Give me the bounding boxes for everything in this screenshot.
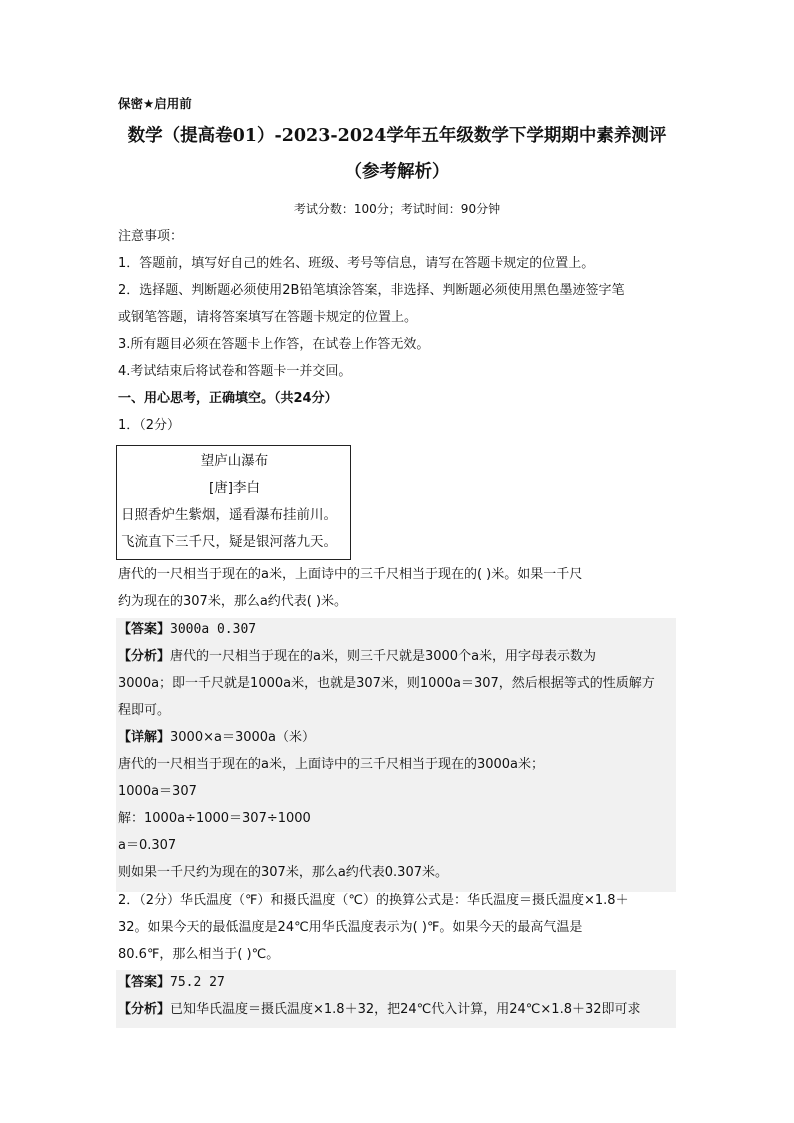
analysis-label: 【分析】: [118, 649, 171, 664]
notes-heading: 注意事项：: [118, 229, 184, 244]
secret-label: 保密★启用前: [118, 96, 192, 111]
question-stem: 2．（2分）华氏温度（℉）和摄氏温度（℃）的换算公式是：华氏温度＝摄氏温度×1.8＋: [118, 893, 629, 908]
poem-line: 飞流直下三千尺，疑是银河落九天。: [121, 534, 337, 550]
detail-text: 3000×a＝3000a（米）: [170, 730, 316, 745]
question-stem: 唐代的一尺相当于现在的a米，上面诗中的三千尺相当于现在的( )米。如果一千尺: [118, 567, 583, 582]
question-stem: 80.6℉，那么相当于( )℃。: [118, 947, 280, 962]
answer-label: 【答案】: [118, 975, 171, 990]
poem-title: 望庐山瀑布: [200, 453, 269, 469]
detail-text: 则如果一千尺约为现在的307米，那么a约代表0.307米。: [118, 865, 448, 880]
poem-box: [116, 445, 351, 560]
page-subtitle: （参考解析）: [344, 162, 450, 182]
analysis-text: 程即可。: [118, 703, 171, 718]
detail-label: 【详解】: [118, 730, 171, 745]
analysis-line: [118, 1002, 641, 1018]
answer-line: [118, 975, 225, 991]
note-item: 4.考试结束后将试卷和答题卡一并交回。: [118, 364, 352, 379]
poem-line: 日照香炉生紫烟，遥看瀑布挂前川。: [121, 507, 337, 523]
analysis-label: 【分析】: [118, 1002, 171, 1017]
answer-text: 3000a 0.307: [170, 622, 257, 637]
note-item: 1．答题前，填写好自己的姓名、班级、考号等信息，请写在答题卡规定的位置上。: [118, 256, 595, 271]
poem-author: [唐]李白: [208, 480, 261, 496]
note-item: 或钢笔答题，请将答案填写在答题卡规定的位置上。: [118, 310, 418, 325]
note-item: 3.所有题目必须在答题卡上作答，在试卷上作答无效。: [118, 337, 430, 352]
analysis-line: [118, 649, 596, 665]
detail-text: 1000a＝307: [118, 784, 197, 799]
note-item: 2．选择题、判断题必须使用2B铅笔填涂答案，非选择、判断题必须使用黑色墨迹签字笔: [118, 283, 625, 298]
detail-text: 唐代的一尺相当于现在的a米，上面诗中的三千尺相当于现在的3000a米；: [118, 757, 545, 772]
detail-line: [118, 730, 315, 746]
analysis-text: 已知华氏温度＝摄氏温度×1.8＋32，把24℃代入计算，用24℃×1.8＋32即可求: [170, 1002, 641, 1017]
exam-info: 考试分数：100分；考试时间：90分钟: [293, 202, 501, 216]
question-number: 1．（2分）: [118, 418, 181, 433]
answer-text: 75.2 27: [170, 975, 225, 990]
page-title: 数学（提高卷01）-2023-2024学年五年级数学下学期期中素养测评: [127, 126, 667, 146]
analysis-text: 3000a；即一千尺就是1000a米，也就是307米，则1000a＝307，然后根据等式的性质解方: [118, 676, 655, 691]
answer-label: 【答案】: [118, 622, 171, 637]
section-heading: 一、用心思考，正确填空。（共24分）: [118, 391, 338, 406]
answer-line: [118, 622, 256, 638]
analysis-text: 唐代的一尺相当于现在的a米，则三千尺就是3000个a米，用字母表示数为: [170, 649, 597, 664]
detail-text: a＝0.307: [118, 838, 177, 853]
question-stem: 32。如果今天的最低温度是24℃用华氏温度表示为( )℉。如果今天的最高气温是: [118, 920, 583, 935]
question-stem: 约为现在的307米，那么a约代表( )米。: [118, 594, 348, 609]
detail-text: 解：1000a÷1000＝307÷1000: [118, 811, 311, 826]
